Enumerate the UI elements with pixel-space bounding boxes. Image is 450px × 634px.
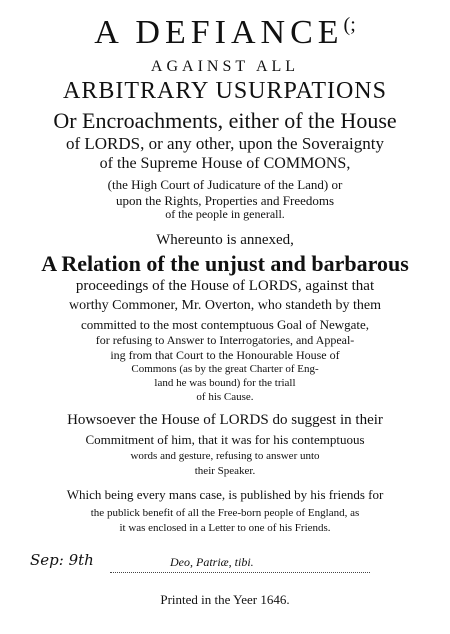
relation-line-7: Commons (as by the great Charter of Eng-: [131, 363, 319, 375]
motto: Deo, Patriæ, tibi.: [170, 555, 254, 569]
title-mark: (;: [343, 14, 356, 36]
relation-line-4: committed to the most contemptuous Goal of Newgate,: [80, 317, 370, 332]
imprint: Printed in the Yeer 1646.: [160, 592, 290, 607]
relation-line-9: of his Cause.: [196, 391, 254, 403]
subtitle-line-4: of LORDS, or any other, upon the Soveraignty: [65, 134, 385, 153]
subtitle-line-3: Or Encroachments, either of the House: [53, 108, 397, 133]
annex-heading: Whereunto is annexed,: [156, 232, 294, 248]
relation-line-8: land he was bound) for the triall: [154, 377, 296, 389]
howsoever-line-1: Howsoever the House of LORDS do suggest in their: [67, 412, 383, 428]
divider: [110, 572, 370, 573]
subtitle-line-5: of the Supreme House of COMMONS,: [99, 155, 351, 172]
relation-line-3: worthy Commoner, Mr. Overton, who standeth by them: [68, 298, 382, 313]
subtitle-line-7: upon the Rights, Properties and Freedoms: [115, 193, 335, 208]
title-text: A DEFIANCE: [94, 14, 344, 51]
which-line-2: the publick benefit of all the Free-born people of England, as: [90, 507, 360, 519]
document-title: [0, 14, 450, 52]
relation-line-6: ing from that Court to the Honourable House of: [110, 348, 340, 362]
subtitle-line-6: (the High Court of Judicature of the Land) or: [107, 177, 343, 192]
howsoever-line-4: their Speaker.: [194, 465, 256, 477]
relation-line-5: for refusing to Answer to Interrogatories, and Appeal-: [95, 333, 355, 347]
which-line-1: Which being every mans case, is published by his friends for: [66, 487, 384, 502]
handwritten-date: Sep: 9th: [30, 551, 94, 569]
howsoever-line-3: words and gesture, refusing to answer unto: [130, 450, 320, 462]
subtitle-line-2: ARBITRARY USURPATIONS: [63, 78, 387, 104]
howsoever-line-2: Commitment of him, that it was for his contemptuous: [85, 432, 365, 447]
relation-line-2: proceedings of the House of LORDS, against that: [75, 278, 375, 294]
subtitle-line-8: of the people in generall.: [165, 207, 285, 221]
relation-line-1: A Relation of the unjust and barbarous: [41, 251, 409, 276]
subtitle-line-1: AGAINST ALL: [150, 58, 300, 75]
which-line-3: it was enclosed in a Letter to one of his Friends.: [119, 522, 331, 534]
